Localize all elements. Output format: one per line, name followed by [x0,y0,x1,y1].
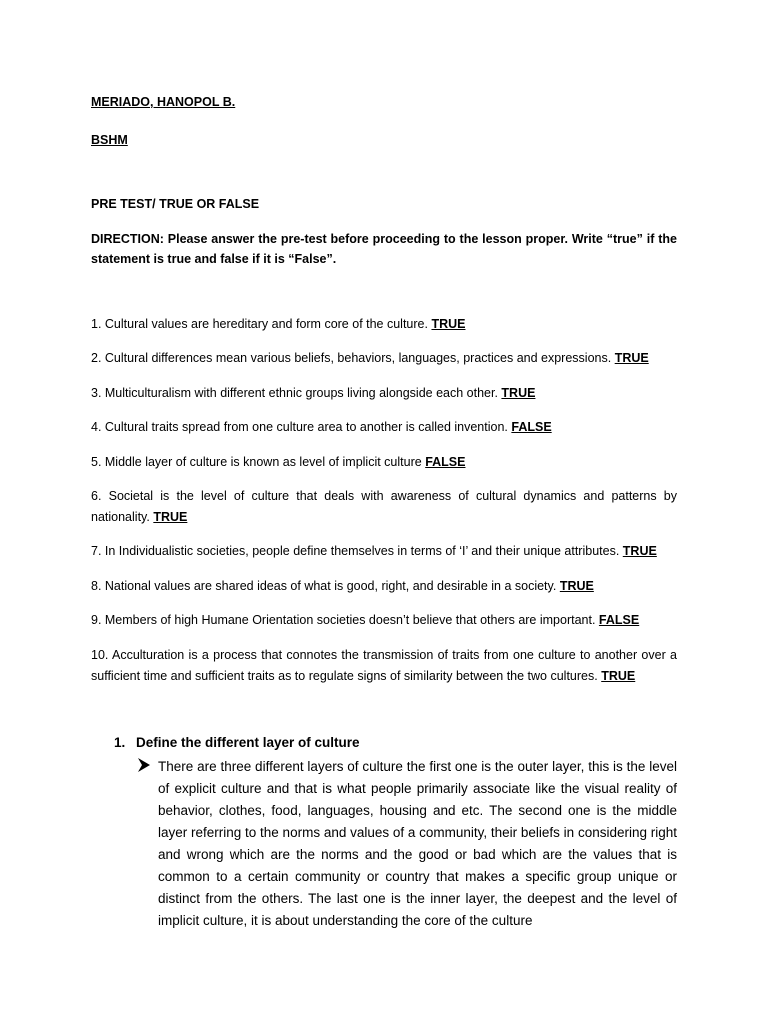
question-text: 8. National values are shared ideas of what is good, right, and desirable in a society. [91,579,557,593]
question-answer: TRUE [501,386,536,400]
question-item [91,348,677,369]
question-item [91,610,677,631]
question-item [91,541,677,562]
question-answer: TRUE [559,579,594,593]
question-text: 4. Cultural traits spread from one culture area to another is called invention. [91,420,508,434]
essay-number: 1. [114,735,126,750]
student-name: MERIADO, HANOPOL B. [91,95,236,109]
question-answer: TRUE [622,544,657,558]
question-answer: TRUE [153,510,188,524]
question-text: 3. Multiculturalism with different ethnic groups living alongside each other. [91,386,498,400]
question-text: 6. Societal is the level of culture that deals with awareness of cultural dynamics and patterns by nationality. [91,489,677,524]
question-text: 9. Members of high Humane Orientation societies doesn’t believe that others are important. [91,613,596,627]
question-item [91,486,677,528]
essay-heading-text: Define the different layer of culture [136,735,360,750]
question-item [91,576,677,597]
question-item [91,417,677,438]
question-answer: FALSE [598,613,640,627]
question-text: 7. In Individualistic societies, people define themselves in terms of ‘I’ and their unique attributes. [91,544,620,558]
essay-answer-text: There are three different layers of culture the first one is the outer layer, this is the level of explicit culture and that is what people primarily associate like the visual reality of behavior, clothes, food, languages, housing and etc. The second one is the middle layer referring to the norms and values of a community, their beliefs in considering right and wrong which are the norms and the good or bad which are the values that is common to a certain community or country that makes a specific group unique or distinct from the others. The last one is the inner layer, the deepest and the level of implicit culture, it is about understanding the core of the culture [158,759,677,928]
question-answer: TRUE [601,669,636,683]
essay-heading [114,735,360,750]
question-item [91,645,677,687]
question-answer: TRUE [614,351,649,365]
direction-text: DIRECTION: Please answer the pre-test before proceeding to the lesson proper. Write “true” if the statement is true and false if it is “False”. [91,232,677,266]
question-answer: FALSE [511,420,552,434]
question-answer: TRUE [431,317,466,331]
question-item [91,383,677,404]
question-text: 10. Acculturation is a process that connotes the transmission of traits from one culture to another over a sufficient time and sufficient traits as to regulate signs of similarity between the two cultures. [91,648,677,683]
section-title: PRE TEST/ TRUE OR FALSE [91,197,260,211]
question-text: 2. Cultural differences mean various beliefs, behaviors, languages, practices and expressions. [91,351,612,365]
question-item [91,314,677,335]
course-code: BSHM [91,133,128,147]
question-item [91,452,677,473]
arrow-bullet-icon [137,757,151,773]
question-text: 1. Cultural values are hereditary and form core of the culture. [91,317,428,331]
question-answer: FALSE [425,455,466,469]
question-text: 5. Middle layer of culture is known as level of implicit culture [91,455,422,469]
